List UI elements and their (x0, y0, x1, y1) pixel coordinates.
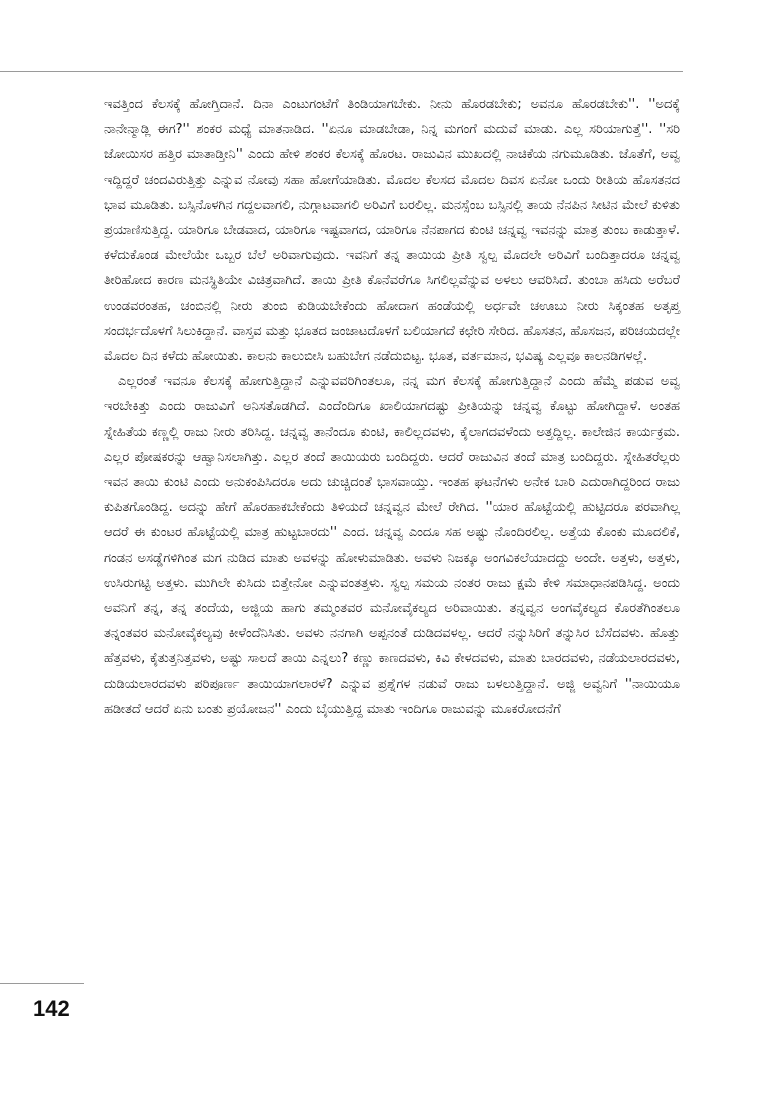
paragraph-2: ಎಲ್ಲರಂತೆ ಇವನೂ ಕೆಲಸಕ್ಕೆ ಹೋಗುತ್ತಿದ್ದಾನೆ ಎನ್ನುವವರಿಗಿಂತಲೂ, ನನ್ನ ಮಗ ಕೆಲಸಕ್ಕೆ ಹೋಗುತ್ತಿದ್ದಾನೆ ಎಂದು ಹೆಮ್ಮೆ ಪಡುವ ಅವ್ವ ಇರಬೇಕಿತ್ತು ಎಂದು ರಾಜುವಿಗೆ ಅನಿಸತೊಡಗಿದೆ. ಎಂದೆಂದಿಗೂ ಖಾಲಿಯಾಗದಷ್ಟು ಪ್ರೀತಿಯನ್ನು ಚನ್ನವ್ವ ಕೊಟ್ಟು ಹೋಗಿದ್ದಾಳೆ. ಅಂತಹ ಸ್ನೇಹಿತೆಯ ಕಣ್ಣಲ್ಲಿ ರಾಜು ನೀರು ತರಿಸಿದ್ದ. ಚನ್ನವ್ವ ತಾನೆಂದೂ ಕುಂಟಿ, ಕಾಲಿಲ್ಲದವಳು, ಕೈಲಾಗದವಳೆಂದು ಅತ್ತದ್ದಿಲ್ಲ. ಕಾಲೇಜಿನ ಕಾರ್ಯಕ್ರಮ. ಎಲ್ಲರ ಪೋಷಕರನ್ನು ಆಹ್ವಾನಿಸಲಾಗಿತ್ತು. ಎಲ್ಲರ ತಂದೆ ತಾಯಿಯರು ಬಂದಿದ್ದರು. ಆದರೆ ರಾಜುವಿನ ತಂದೆ ಮಾತ್ರ ಬಂದಿದ್ದರು. ಸ್ನೇಹಿತರೆಲ್ಲರು ಇವನ ತಾಯಿ ಕುಂಟಿ ಎಂದು ಅನುಕಂಪಿಸಿದರೂ ಅದು ಚುಚ್ಚಿದಂತೆ ಭಾಸವಾಯ್ತು. ಇಂತಹ ಘಟನೆಗಳು ಅನೇಕ ಬಾರಿ ಎದುರಾಗಿದ್ದರಿಂದ ರಾಜು ಕುಪಿತಗೊಂಡಿದ್ದ. ಅದನ್ನು ಹೇಗೆ ಹೊರಹಾಕಬೇಕೆಂದು ತಿಳಿಯದೆ ಚನ್ನವ್ವನ ಮೇಲೆ ರೇಗಿದ. ''ಯಾರ ಹೊಟ್ಟೆಯಲ್ಲಿ ಹುಟ್ಟಿದರೂ ಪರವಾಗಿಲ್ಲ ಆದರೆ ಈ ಕುಂಟರ ಹೊಟ್ಟೆಯಲ್ಲಿ ಮಾತ್ರ ಹುಟ್ಟಬಾರದು'' ಎಂದ. ಚನ್ನವ್ವ ಎಂದೂ ಸಹ ಅಷ್ಟು ನೊಂದಿರಲಿಲ್ಲ. ಅತ್ತೆಯ ಕೊಂಕು ಮೂದಲಿಕೆ, ಗಂಡನ ಅಸಡ್ಡೆಗಳಿಗಿಂತ ಮಗ ನುಡಿದ ಮಾತು ಅವಳನ್ನು ಹೋಳುಮಾಡಿತು. ಅವಳು ನಿಜಕ್ಕೂ ಅಂಗವಿಕಲೆಯಾದದ್ದು ಅಂದೇ. ಅತ್ತಳು, ಅತ್ತಳು, ಉಸಿರುಗಟ್ಟಿ ಅತ್ತಳು. ಮುಗಿಲೇ ಕುಸಿದು ಬಿತ್ತೇನೋ ಎನ್ನುವಂತತ್ತಳು. ಸ್ವಲ್ಪ ಸಮಯ ನಂತರ ರಾಜು ಕ್ಷಮೆ ಕೇಳಿ ಸಮಾಧಾನಪಡಿಸಿದ್ದ. ಅಂದು ಅವನಿಗೆ ತನ್ನ, ತನ್ನ ತಂದೆಯ, ಅಜ್ಜಿಯ ಹಾಗು ತಮ್ಮಂತವರ ಮನೋವೈಕಲ್ಯದ ಅರಿವಾಯಿತು. ತನ್ನವ್ವನ ಅಂಗವೈಕಲ್ಯದ ಕೊರತೆಗಿಂತಲೂ ತನ್ನಂತವರ ಮನೋವೈಕಲ್ಯವು ಕೀಳೆಂದೆನಿಸಿತು. ಅವಳು ನನಗಾಗಿ ಅಪ್ಪನಂತೆ ದುಡಿದವಳಲ್ಲ. ಆದರೆ ನನ್ನುಸಿರಿಗೆ ತನ್ನುಸಿರ ಬೆಸೆದವಳು. ಹೊತ್ತು ಹೆತ್ತವಳು, ಕೈತುತ್ತನಿತ್ತವಳು, ಅಷ್ಟು ಸಾಲದೆ ತಾಯಿ ಎನ್ನಲು? ಕಣ್ಣು ಕಾಣದವಳು, ಕಿವಿ ಕೇಳದವಳು, ಮಾತು ಬಾರದವಳು, ನಡೆಯಲಾರದವಳು, ದುಡಿಯಲಾರದವಳು ಪರಿಪೂರ್ಣ ತಾಯಿಯಾಗಲಾರಳೆ? ಎನ್ನುವ ಪ್ರಶ್ನೆಗಳ ನಡುವೆ ರಾಜು ಬಳಲುತ್ತಿದ್ದಾನೆ. ಅಜ್ಜಿ ಅವ್ವನಿಗೆ ''ನಾಯಿಯೂ ಹಡೀತದೆ ಆದರೆ ಏನು ಬಂತು ಪ್ರಯೋಜನ'' ಎಂದು ಬೈಯುತ್ತಿದ್ದ ಮಾತು ಇಂದಿಗೂ ರಾಜುವನ್ನು ಮೂಕರೋದನೆಗೆ (104, 374, 680, 717)
page-number: 142 (33, 996, 70, 1021)
header-rule (0, 71, 683, 72)
footer-rule (0, 983, 84, 984)
body-text (104, 92, 680, 722)
paragraph-1: ಇವತ್ತಿಂದ ಕೆಲಸಕ್ಕೆ ಹೋಗ್ತಿದಾನೆ. ದಿನಾ ಎಂಟುಗಂಟೆಗೆ ತಿಂಡಿಯಾಗಬೇಕು. ನೀನು ಹೊರಡಬೇಕು; ಅವನೂ ಹೊರಡಬೇಕು''. ''ಅದಕ್ಕೆ ನಾನೇನ್ಮಾಡ್ಲಿ ಈಗ?'' ಶಂಕರ ಮಧ್ಯೆ ಮಾತನಾಡಿದ. ''ಏನೂ ಮಾಡಬೇಡಾ, ನಿನ್ನ ಮಗಂಗೆ ಮದುವೆ ಮಾಡು. ಎಲ್ಲ ಸರಿಯಾಗುತ್ತೆ''. ''ಸರಿ ಜೋಯಿಸರ ಹತ್ತಿರ ಮಾತಾಡ್ತೀನಿ'' ಎಂದು ಹೇಳಿ ಶಂಕರ ಕೆಲಸಕ್ಕೆ ಹೊರಟ. ರಾಜುವಿನ ಮುಖದಲ್ಲಿ ನಾಚಿಕೆಯ ನಗುಮೂಡಿತು. ಜೊತೆಗೆ, ಅವ್ವ ಇದ್ದಿದ್ದರೆ ಚಂದವಿರುತ್ತಿತ್ತು ಎನ್ನುವ ನೋವು ಸಹಾ ಹೋಗೆಯಾಡಿತು. ಮೊದಲ ಕೆಲಸದ ಮೊದಲ ದಿವಸ ಏನೋ ಒಂದು ರೀತಿಯ ಹೊಸತನದ ಭಾವ ಮೂಡಿತು. ಬಸ್ಸಿನೊಳಗಿನ ಗದ್ದಲವಾಗಲಿ, ನುಗ್ಗಾಟವಾಗಲಿ ಅರಿವಿಗೆ ಬರಲಿಲ್ಲ. ಮನಸ್ಸೆಂಬ ಬಸ್ಸಿನಲ್ಲಿ ತಾಯ ನೆನಪಿನ ಸೀಟಿನ ಮೇಲೆ ಕುಳಿತು ಪ್ರಯಾಣಿಸುತ್ತಿದ್ದ. ಯಾರಿಗೂ ಬೇಡವಾದ, ಯಾರಿಗೂ ಇಷ್ಟವಾಗದ, ಯಾರಿಗೂ ನೆನಪಾಗದ ಕುಂಟಿ ಚನ್ನವ್ವ ಇವನನ್ನು ಮಾತ್ರ ತುಂಬ ಕಾಡುತ್ತಾಳೆ. ಕಳೆದುಕೊಂಡ ಮೇಲೆಯೇ ಒಬ್ಬರ ಬೆಲೆ ಅರಿವಾಗುವುದು. ಇವನಿಗೆ ತನ್ನ ತಾಯಿಯ ಪ್ರೀತಿ ಸ್ವಲ್ಪ ಮೊದಲೇ ಅರಿವಿಗೆ ಬಂದಿತ್ತಾದರೂ ಚನ್ನವ್ವ ತೀರಿಹೋದ ಕಾರಣ ಮನಸ್ಥಿತಿಯೇ ವಿಚಿತ್ರವಾಗಿದೆ. ತಾಯಿ ಪ್ರೀತಿ ಕೊನೆವರೆಗೂ ಸಿಗಲಿಲ್ಲವೆನ್ನುವ ಅಳಲು ಆವರಿಸಿದೆ. ತುಂಬಾ ಹಸಿದು ಅರೆಬರೆ ಉಂಡವರಂತಹ, ಚಂಬಿನಲ್ಲಿ ನೀರು ತುಂಬಿ ಕುಡಿಯಬೇಕೆಂದು ಹೋದಾಗ ಹಂಡೆಯಲ್ಲಿ ಅರ್ಧವೇ ಚಊಬು ನೀರು ಸಿಕ್ಕಂತಹ ಅತೃಪ್ತ ಸಂದರ್ಭದೊಳಗೆ ಸಿಲುಕಿದ್ದಾನೆ. ವಾಸ್ತವ ಮತ್ತು ಭೂತದ ಜಂಜಾಟದೊಳಗೆ ಬಲಿಯಾಗದೆ ಕಛೇರಿ ಸೇರಿದ. ಹೊಸತನ, ಹೊಸಜನ, ಪರಿಚಯದಲ್ಲೇ ಮೊದಲ ದಿನ ಕಳೆದು ಹೋಯಿತು. ಕಾಲನು ಕಾಲುಬೀಸಿ ಬಹುಬೇಗ ನಡೆದುಬಿಟ್ಟ. ಭೂತ, ವರ್ತಮಾನ, ಭವಿಷ್ಯ ಎಲ್ಲವೂ ಕಾಲನಡಿಗಳಲ್ಲೆ. (104, 97, 680, 365)
